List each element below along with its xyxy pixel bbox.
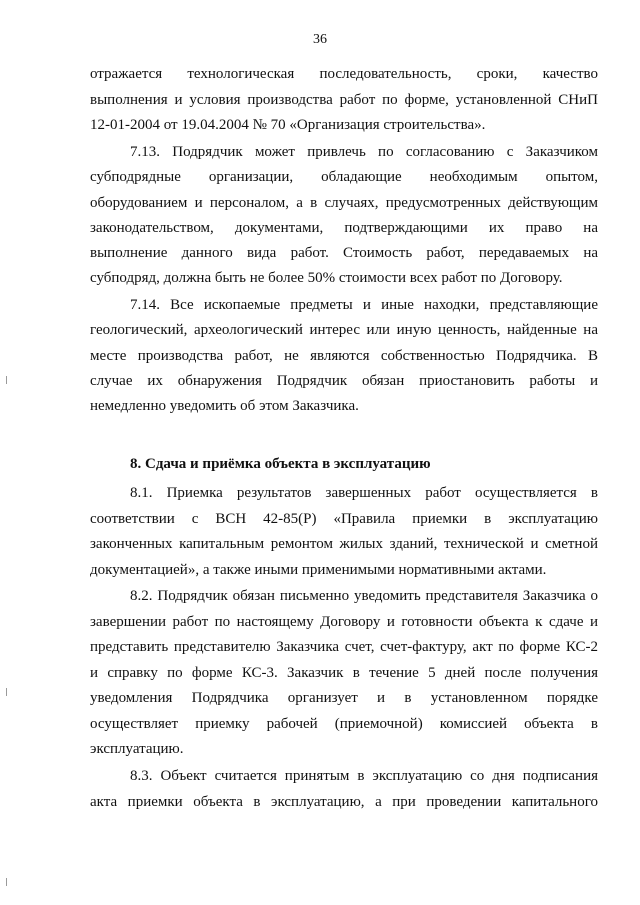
clause-8-1-line: законченных капитальным ремонтом жилых зданий, технической и сметной — [90, 536, 598, 552]
clause-7-13-line: выполнение данного вида работ. Стоимость работ, передаваемых на — [90, 245, 598, 261]
clause-8-1-line: 8.1. Приемка результатов завершенных работ осуществляется в — [130, 485, 598, 501]
clause-7-14-line: случае их обнаружения Подрядчик обязан приостановить работы и — [90, 373, 598, 389]
clause-7-14-line: месте производства работ, не являются собственностью Подрядчика. В — [90, 348, 598, 364]
clause-8-2-line: уведомления Подрядчика организует и в установленном порядке — [90, 690, 598, 706]
clause-8-2-line: представить представителю Заказчика счет, счет-фактуру, акт по форме КС-2 — [90, 639, 598, 655]
clause-7-13-line: оборудованием и персоналом, а в случаях, предусмотренных действующим — [90, 195, 598, 211]
text-line: отражается технологическая последовательность, сроки, качество — [90, 66, 598, 82]
clause-7-13-line: законодательством, документами, подтверждающими их право на — [90, 220, 598, 236]
clause-8-1-line: документацией», а также иными применимыми нормативными актами. — [90, 562, 547, 578]
clause-8-2-line: 8.2. Подрядчик обязан письменно уведомить представителя Заказчика о — [130, 588, 598, 604]
scan-edge-mark — [6, 376, 7, 384]
clause-7-13-line: 7.13. Подрядчик может привлечь по согласованию с Заказчиком — [130, 144, 598, 160]
clause-8-2-line: осуществляет приемку рабочей (приемочной) комиссией объекта в — [90, 716, 598, 732]
scan-edge-mark — [6, 688, 7, 696]
page-number: 36 — [313, 32, 327, 47]
clause-7-14-line: геологический, археологический интерес или иную ценность, найденные на — [90, 322, 598, 338]
clause-7-14-line: немедленно уведомить об этом Заказчика. — [90, 398, 359, 414]
clause-7-13-line: субподряд, должна быть не более 50% стоимости всех работ по Договору. — [90, 270, 563, 286]
clause-8-2-line: и справку по форме КС-3. Заказчик в течение 5 дней после получения — [90, 665, 598, 681]
text-line: выполнения и условия производства работ по форме, установленной СНиП — [90, 92, 598, 108]
text-line: 12-01-2004 от 19.04.2004 № 70 «Организация строительства». — [90, 117, 486, 133]
clause-8-2-line: эксплуатацию. — [90, 741, 184, 757]
clause-7-13-line: субподрядные организации, обладающие необходимым опытом, — [90, 169, 598, 185]
clause-8-3-line: акта приемки объекта в эксплуатацию, а при проведении капитального — [90, 794, 598, 810]
clause-8-3-line: 8.3. Объект считается принятым в эксплуатацию со дня подписания — [130, 768, 598, 784]
section-heading: 8. Сдача и приёмка объекта в эксплуатацию — [130, 456, 431, 472]
clause-8-1-line: соответствии с ВСН 42-85(Р) «Правила приемки в эксплуатацию — [90, 511, 598, 527]
clause-7-14-line: 7.14. Все ископаемые предметы и иные находки, представляющие — [130, 297, 598, 313]
scan-edge-mark — [6, 878, 7, 886]
clause-8-2-line: завершении работ по настоящему Договору и готовности объекта к сдаче и — [90, 614, 598, 630]
